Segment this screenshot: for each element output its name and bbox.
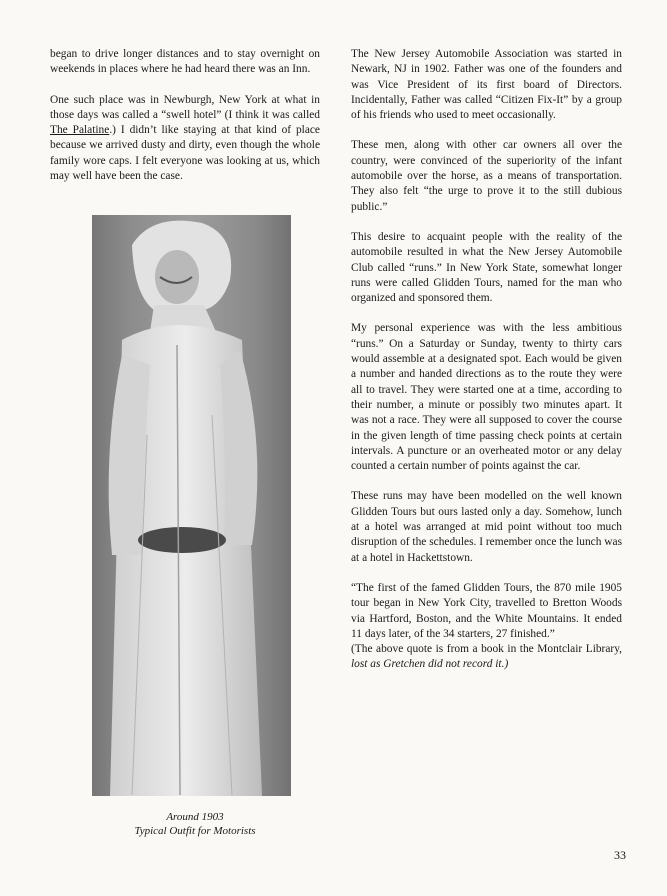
paragraph-inn: began to drive longer distances and to stay overnight on weekends in places where he had heard there was an Inn. xyxy=(50,48,320,76)
newburgh-text-end: .) I didn’t like staying at that kind of place because we arrived dusty and dirty, even though the whole family wore caps. I felt everyone was looking at us, which may well have been the case. xyxy=(50,124,320,183)
caption-date: Around 1903 xyxy=(166,811,224,823)
paragraph-newburgh xyxy=(50,93,320,185)
quote-source-note: (The above quote is from a book in the Montclair Library, xyxy=(351,643,622,656)
paragraph-glidden-tours: These runs may have been modelled on the well known Glidden Tours but ours lasted only a day. Somehow, lunch at a hotel was arranged at mid point without too much disruption of the schedules. I remember once the lunch was at a hotel in Hackettstown. xyxy=(351,490,622,564)
paragraph-car-owners: These men, along with other car owners all over the country, were convinced of the superiority of the infant automobile over the horse, as a means of transportation. They also felt “the urge to prove it to the still dubious public.” xyxy=(351,139,622,213)
paragraph-nj-association: The New Jersey Automobile Association was started in Newark, NJ in 1902. Father was one of the founders and was Vice President of its first board of Directors. Incidentally, Father was called “Citizen Fix-It” by a group of his friends who used to meet occasionally. xyxy=(351,48,622,122)
quote-source-italic: lost as Gretchen did not record it.) xyxy=(351,658,509,671)
right-text-column xyxy=(351,47,622,688)
caption-title: Typical Outfit for Motorists xyxy=(134,825,256,837)
left-text-column xyxy=(50,47,320,199)
page-number: 33 xyxy=(614,848,626,862)
photo-caption xyxy=(90,810,300,838)
paragraph-experience: My personal experience was with the less ambitious “runs.” On a Saturday or Sunday, twenty to thirty cars would assemble at a designated spot. Each would be given a number and handed directions as to the route they were all to travel. They were started one at a time, according to their number, a minute or possibly two minutes apart. It was not a race. They were all supposed to cover the course in the given length of time passing check points at certain intervals. A puncture or an overheated motor or any delay counted a certain number of points against the car. xyxy=(351,322,622,473)
palatine-hotel-name: The Palatine xyxy=(50,124,110,137)
newburgh-text: One such place was in Newburgh, New York at what in those days was called a “swell hotel” (I think it was called xyxy=(50,93,320,121)
paragraph-runs: This desire to acquaint people with the reality of the automobile resulted in what the New Jersey Automobile Club called “runs.” In New York State, somewhat longer runs were called Glidden Tours, named for the man who organized and sponsored them. xyxy=(351,230,622,305)
woman-figure-illustration xyxy=(92,215,291,796)
motorist-outfit-photo xyxy=(92,215,291,796)
paragraph-quote xyxy=(351,581,622,673)
glidden-quote: “The first of the famed Glidden Tours, the 870 mile 1905 tour began in New York City, travelled to Bretton Woods via Hartford, Boston, and the White Mountains. It ended 11 days later, of the 34 starters, 27 finished.” xyxy=(351,581,622,640)
